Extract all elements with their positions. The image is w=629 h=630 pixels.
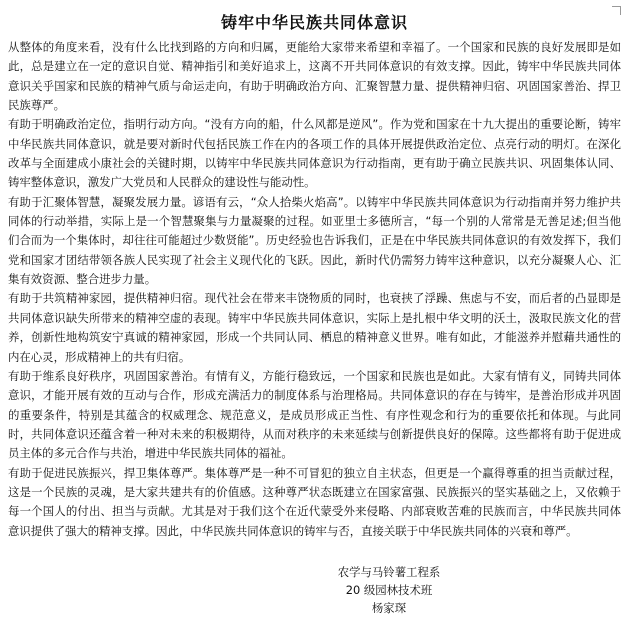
paragraph-intro: 从整体的角度来看，没有什么比找到路的方向和归属，更能给大家带来希望和幸福了。一个国家和民族的良好发展即是如此，总是建立在一定的意识自觉、精神指引和美好追求上，这离不开共同体意识的有效支撑。因此，铸牢中华民族共同体意识关乎国家和民族的精神气质与命运走向，有助于明确政治方向、汇聚智慧力量、提供精神归宿、巩固国家善治、捍卫民族尊严。 xyxy=(8,40,621,113)
document-title: 铸牢中华民族共同体意识 xyxy=(220,13,408,32)
paragraph-political-direction: 有助于明确政治定位，指明行动方向。“没有方向的船，什么风都是逆风”。作为党和国家在十九大提出的重要论断，铸牢中华民族共同体意识，就是要对新时代包括民族工作在内的各项工作的具体开展提供政治定位、点亮行动的明灯。在深化改革与全面建成小康社会的关键时期，以铸牢中华民族共同体意识为行动指南，更有助于确立民族共识、巩固集体认同、铸牢整体意识，激发广大党员和人民群众的建设性与能动性。 xyxy=(8,117,621,190)
paragraph-national-dignity: 有助于促进民族振兴，捍卫集体尊严。集体尊严是一种不可冒犯的独立自主状态，但更是一个赢得尊重的担当贡献过程，这是一个民族的灵魂，是大家共建共有的价值感。这种尊严状态既建立在国家富强、民族振兴的坚实基础之上，又依赖于每一个国人的付出、担当与贡献。尤其是对于我们这个在近代蒙受外来侵略、内部衰败苦难的民族而言，中华民族共同体意识提供了强大的精神支撑。因此，中华民族共同体意识的铸牢与否，直接关联于中华民族共同体的兴衰和尊严。 xyxy=(8,465,621,538)
document-body xyxy=(8,38,621,541)
author-signature xyxy=(314,563,464,617)
paragraph-gather-strength: 有助于汇聚体智慧，凝聚发展力量。谚语有云，“众人拾柴火焰高”。以铸牢中华民族共同体意识为行动指南并努力维护共同体的行动举措，实际上是一个智慧聚集与力量凝聚的过程。如亚里士多德所言，“每一个别的人常常是无善足述;但当他们合而为一个集体时，却往往可能超过少数贤能”。历史经验也告诉我们，正是在中华民族共同体意识的有效发挥下，我们党和国家才团结带领各族人民实现了社会主义现代化的飞跃。因此，新时代仍需努力铸牢这种意识，以充分凝聚人心、汇集有效资源、整合进步力量。 xyxy=(8,194,621,287)
paragraph-spiritual-home: 有助于共筑精神家园，提供精神归宿。现代社会在带来丰饶物质的同时，也衰挟了浮躁、焦虑与不安，而后者的凸显即是共同体意识缺失所带来的精神空虚的表现。铸牢中华民族共同体意识，实际上是扎根中华文明的沃土，汲取民族文化的营养，创新性地构筑安宁真诚的精神家园，形成一个共同认同、栖息的精神意义世界。唯有如此，才能滋养并慰藉共通性的内在心灵，形成精神上的共有归宿。 xyxy=(8,291,621,364)
author-name: 杨家琛 xyxy=(371,601,407,615)
paragraph-good-governance: 有助于维系良好秩序，巩固国家善治。有情有义，方能行稳致远，一个国家和民族也是如此。大家有情有义，同铸共同体意识，才能开展有效的互动与合作，形成充满活力的制度体系与治理格局。共同体意识的存在与铸牢，是善治形成并巩固的重要条件，特别是其蕴含的权威理念、规范意义，是成员形成正当性、有序性观念和行为的重要依托和体现。与此同时，共同体意识还蕴含着一种对未来的积极期待，从而对秩序的未来延续与创新提供良好的保障。这些都将有助于促进成员主体的多元合作与共治，增进中华民族共同体的福祉。 xyxy=(8,368,621,461)
author-department: 农学与马铃薯工程系 xyxy=(337,565,441,579)
author-class: 20 级园林技术班 xyxy=(345,583,433,597)
